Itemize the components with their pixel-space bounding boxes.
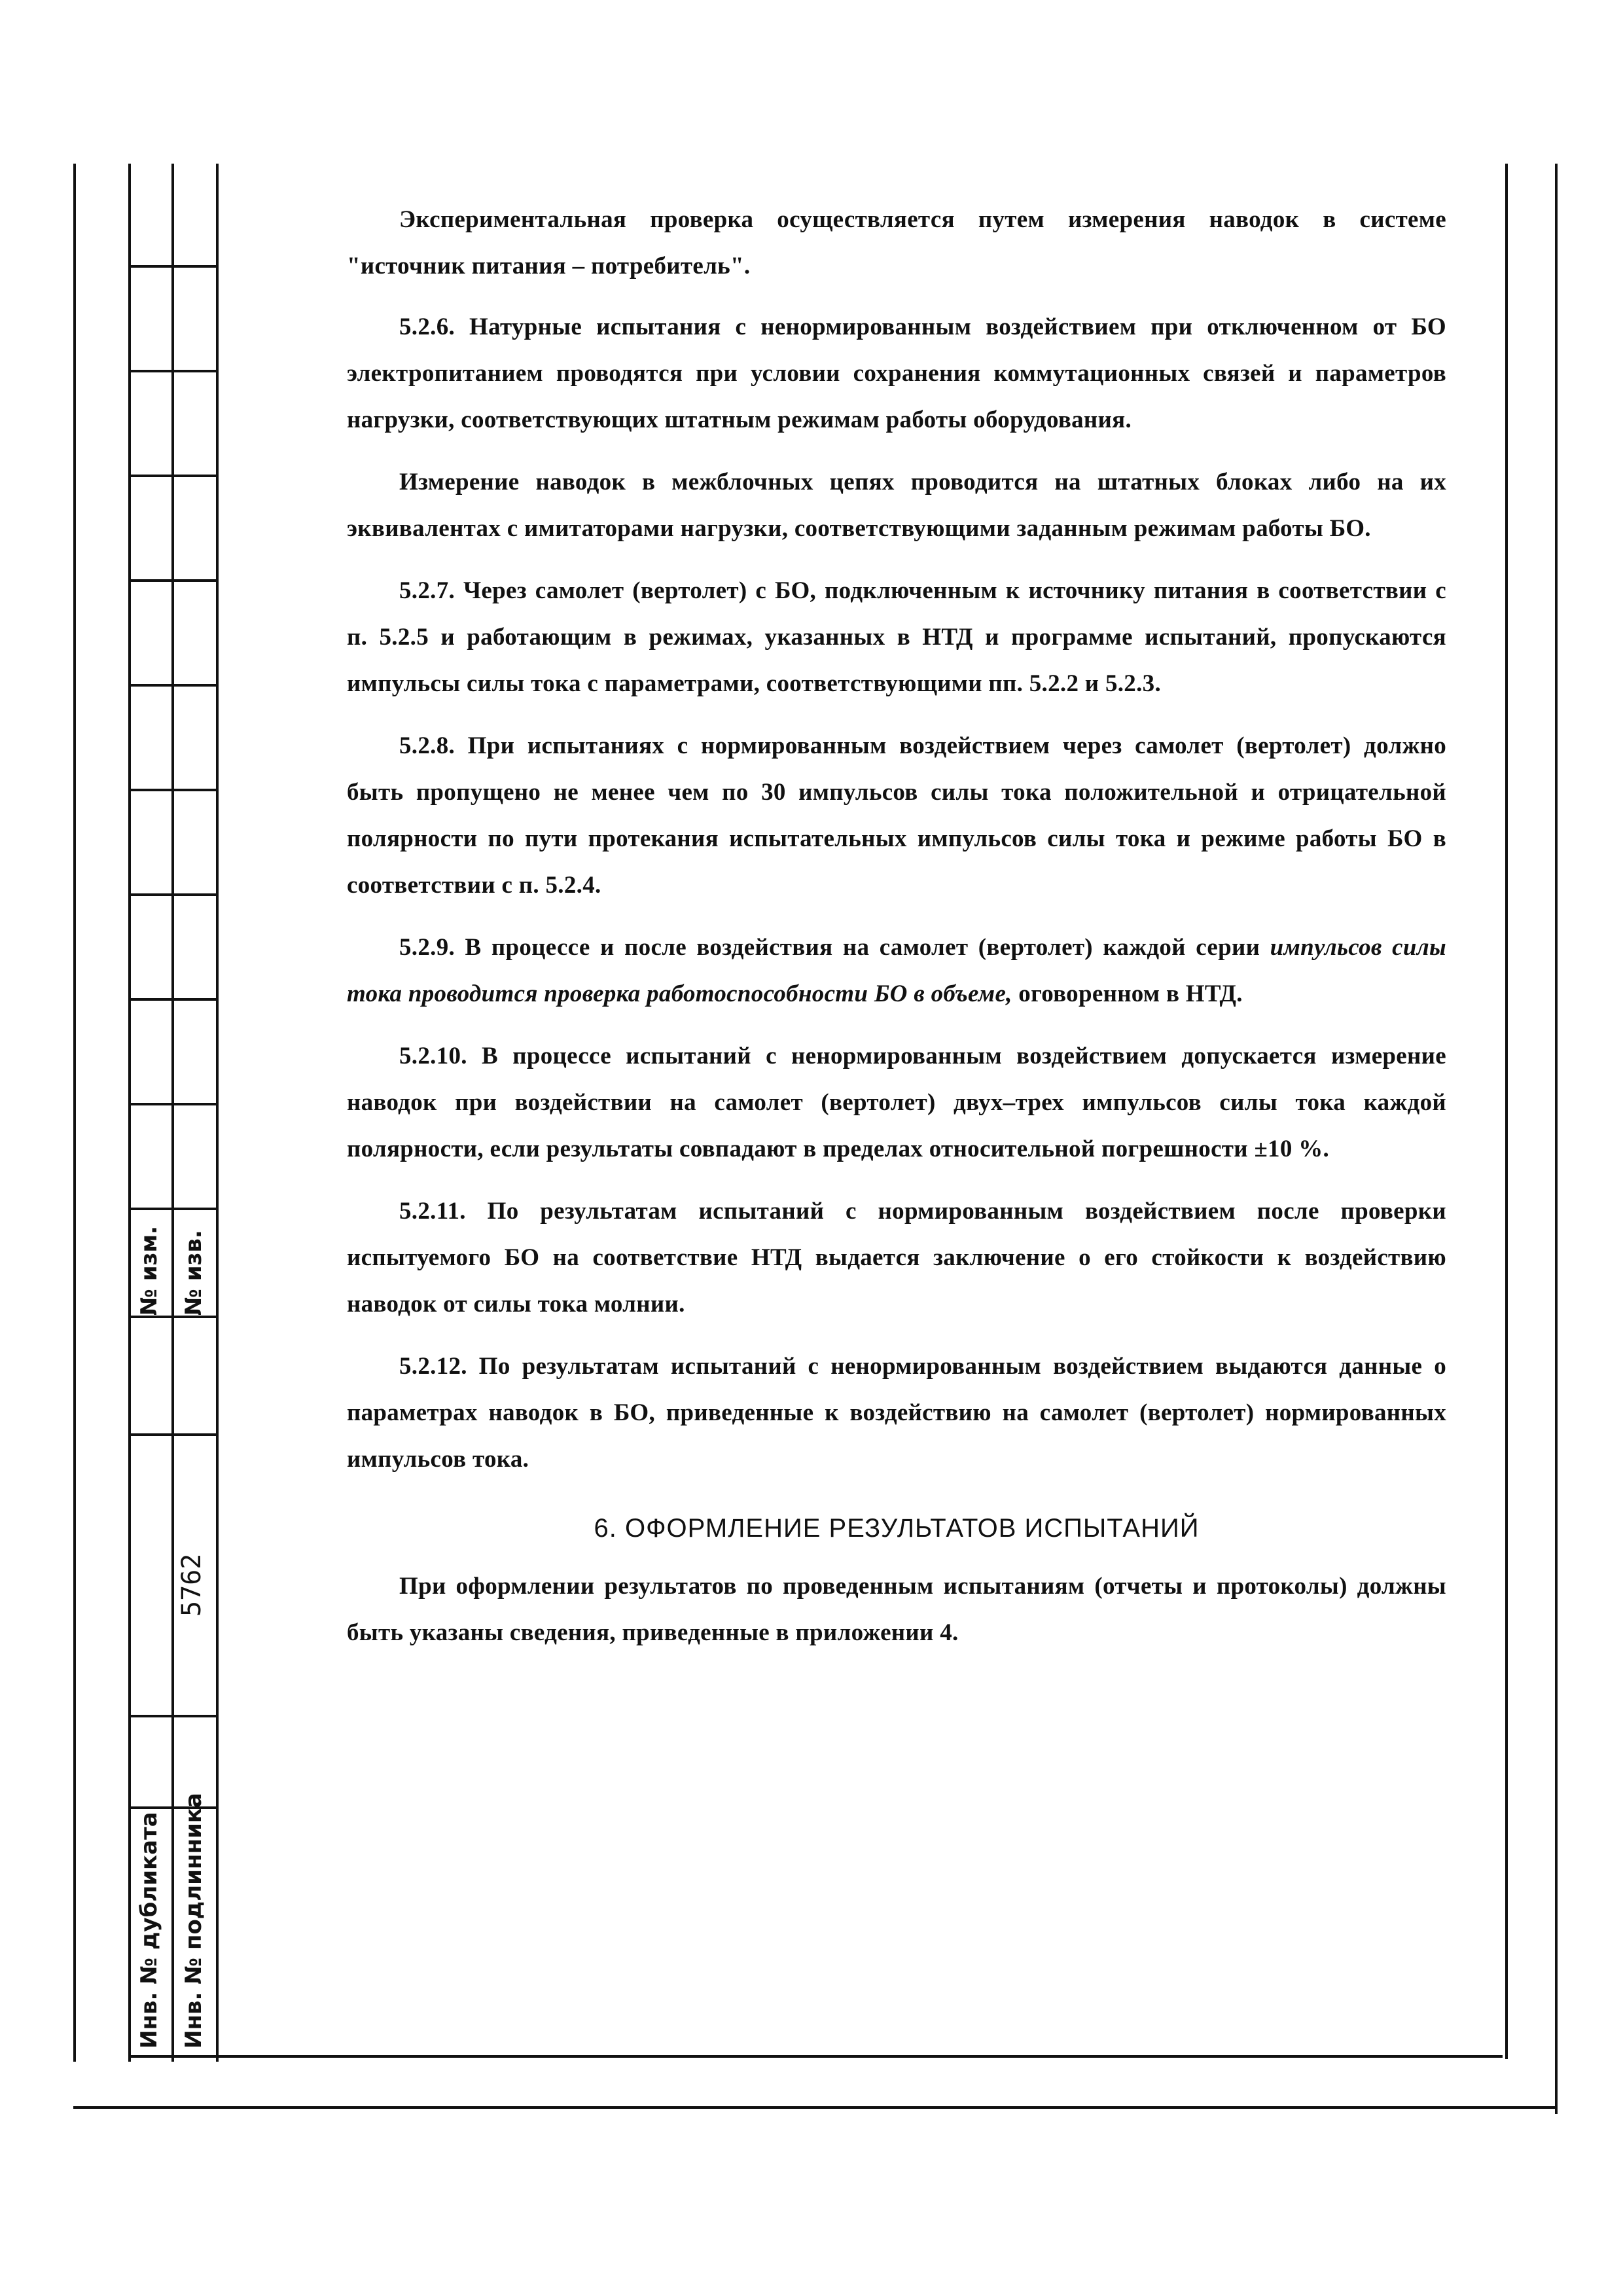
paragraph: Измерение наводок в межблочных цепях проводится на штатных блоках либо на их эквивалентах с имитаторами нагрузки, соответствующими заданным режимам работы БО. [347,469,1446,542]
stamp-col-2 [171,164,174,2062]
paragraph-5-2-9 [347,924,1446,1017]
paragraph-5-2-9-end: оговоренном в НТД. [1012,980,1243,1007]
stamp-col-3 [216,164,219,2062]
frame-right [1555,164,1558,2114]
paragraph-5-2-9-italic: импульсов силы тока проводится проверка работоспособности БО в объеме, [347,934,1446,1007]
stamp-tick [128,789,216,791]
stamp-tick [128,265,216,268]
stamp-tick [128,1433,216,1436]
stamp-tick [128,475,216,477]
frame-left-outer [73,164,76,2062]
paragraph-5-2-11: 5.2.11. По результатам испытаний с нормированным воздействием после проверки испытуемого БО на соответствие НТД выдается заключение о его стойкости к воздействию наводок от силы тока молнии. [347,1198,1446,1318]
stamp-label-izv: № изв. [181,1230,207,1316]
stamp-tick [128,893,216,896]
section-title: 6. ОФОРМЛЕНИЕ РЕЗУЛЬТАТОВ ИСПЫТАНИЙ [594,1514,1200,1543]
paragraph-5-2-6: 5.2.6. Натурные испытания с ненормированным воздействием при отключенном от БО электропитанием проводятся при условии сохранения коммутационных связей и параметров нагрузки, соответствующих штатным режимам работы оборудования. [347,314,1446,433]
stamp-tick [128,370,216,372]
paragraph-5-2-8: 5.2.8. При испытаниях с нормированным воздействием через самолет (вертолет) должно быть пропущено не менее чем по 30 импульсов силы тока положительной и отрицательной полярности по пути протекания испытательных импульсов силы тока и режиме работы БО в соответствии с п. 5.2.4. [347,732,1446,899]
section-paragraph: При оформлении результатов по проведенным испытаниям (отчеты и протоколы) должны быть указаны сведения, приведенные в приложении 4. [347,1573,1446,1646]
paragraph-5-2-9-start: 5.2.9. В процессе и после воздействия на самолет (вертолет) каждой серии [399,934,1270,961]
stamp-tick [128,1316,216,1318]
stamp-tick [128,579,216,582]
paragraph-5-2-12: 5.2.12. По результатам испытаний с ненормированным воздействием выдаются данные о параметрах наводок в БО, приведенные к воздействию на самолет (вертолет) нормированных импульсов тока. [347,1353,1446,1473]
paragraph-5-2-10: 5.2.10. В процессе испытаний с ненормированным воздействием допускается измерение наводок при воздействии на самолет (вертолет) двух–трех импульсов силы тока каждой полярности, если результаты совпадают в пределах относительной погрешности ±10 %. [347,1043,1446,1162]
stamp-label-izm: № изм. [136,1225,162,1316]
stamp-label-inv-dubl: Инв. № дубликата [136,1812,162,2049]
paragraph: Экспериментальная проверка осуществляется путем измерения наводок в системе "источник питания – потребитель". [347,206,1446,279]
stamp-label-inv-podl: Инв. № подлинника [181,1793,207,2049]
stamp-inv-podl-value: 5762 [177,1553,207,1617]
stamp-col-1 [128,164,131,2062]
stamp-tick [128,998,216,1001]
stamp-tick [128,1715,216,1717]
frame-bottom-inner [128,2055,1503,2058]
frame-bottom-outer [73,2106,1558,2109]
stamp-tick [128,1103,216,1105]
stamp-tick [128,1208,216,1210]
stamp-tick [128,684,216,687]
document-body [347,196,1446,1672]
paragraph-5-2-7: 5.2.7. Через самолет (вертолет) с БО, подключенным к источнику питания в соответствии с п. 5.2.5 и работающим в режимах, указанных в НТД и программе испытаний, пропускаются импульсы силы тока с параметрами, соответствующими пп. 5.2.2 и 5.2.3. [347,577,1446,697]
frame-inner-right [1505,164,1508,2059]
